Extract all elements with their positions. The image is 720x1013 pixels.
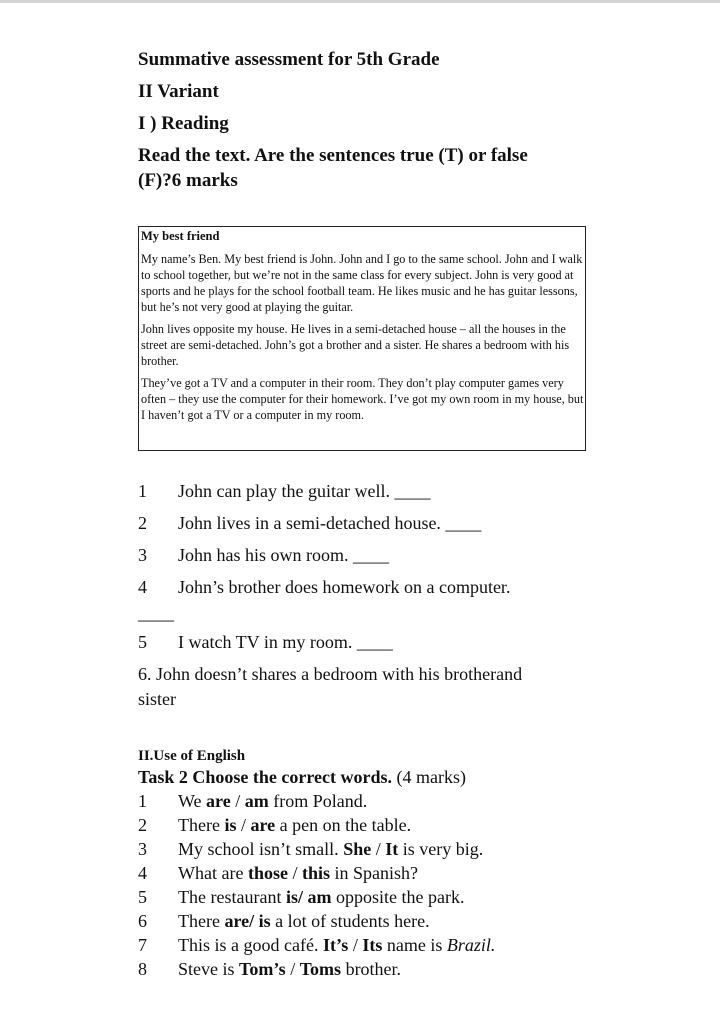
task-2-instruction: Task 2 Choose the correct words. (4 marks) — [138, 767, 466, 787]
answer-blank: ____ — [138, 603, 174, 623]
question-6-line-1: 6. John doesn’t shares a bedroom with his brotherand — [138, 664, 523, 684]
page-title: Summative assessment for 5th Grade — [138, 49, 440, 70]
top-divider — [0, 0, 720, 3]
section-heading: I ) Reading — [138, 113, 229, 134]
instruction-line-2: (F)?6 marks — [138, 170, 238, 191]
instruction-line-1: Read the text. Are the sentences true (T) or false — [138, 145, 528, 166]
use-of-english-heading: II.Use of English — [138, 748, 246, 764]
reading-paragraph-1: My name’s Ben. My best friend is John. John and I go to the same school. John and I walk to school together, but we’re not in the same class for every subject. John is very good at sports and he plays for the school football team. He likes music and he has guitar lessons, but he’s not very good at playing the guitar. — [141, 252, 583, 314]
reading-paragraph-3: They’ve got a TV and a computer in their room. They don’t play computer games very often – they use the computer for their homework. I’ve got my own room in my house, but I haven’t got a TV or a computer in my room. — [141, 376, 584, 422]
question-6-line-2: sister — [138, 689, 176, 709]
reading-title: My best friend — [141, 229, 220, 243]
variant-label: II Variant — [138, 81, 219, 102]
reading-text-box — [138, 226, 586, 451]
reading-paragraph-2: John lives opposite my house. He lives in a semi-detached house – all the houses in the street are semi-detached. John’s got a brother and a sister. He shares a bedroom with his brother. — [141, 322, 570, 368]
